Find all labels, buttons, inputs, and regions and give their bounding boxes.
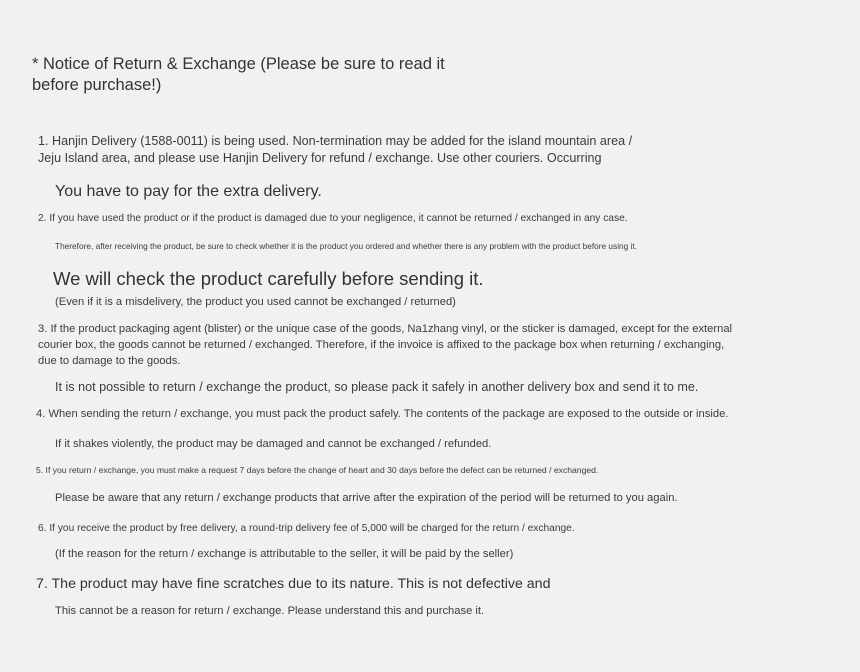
item-5-note: Please be aware that any return / exchange products that arrive after the expiration of the period will be returned to you again. [55,492,678,504]
item-1-line-2: Jeju Island area, and please use Hanjin Delivery for refund / exchange. Use other couriers. Occurring [38,151,602,165]
item-4-line-1: 4. When sending the return / exchange, you must pack the product safely. The contents of the package are exposed to the outside or inside. [36,408,729,420]
item-7-line-1: 7. The product may have fine scratches due to its nature. This is not defective and [36,576,551,592]
item-3-line-2: courier box, the goods cannot be returned / exchanged. Therefore, if the invoice is affixed to the package box when returning / exchanging, [38,339,725,351]
item-3-line-3: due to damage to the goods. [38,355,181,367]
item-2-line-1: 2. If you have used the product or if the product is damaged due to your negligence, it cannot be returned / exchanged in any case. [38,213,628,224]
check-product-subnote: (Even if it is a misdelivery, the product you used cannot be exchanged / returned) [55,296,456,308]
item-2-note: Therefore, after receiving the product, be sure to check whether it is the product you ordered and whether there is any problem with the product before using it. [55,241,638,251]
item-6-note: (If the reason for the return / exchange is attributable to the seller, it will be paid by the seller) [55,548,514,560]
item-3-line-1: 3. If the product packaging agent (blister) or the unique case of the goods, Na1zhang vinyl, or the sticker is damaged, except for the external [38,323,733,335]
item-6-line-1: 6. If you receive the product by free delivery, a round-trip delivery fee of 5,000 will be charged for the return / exchange. [38,523,575,534]
check-product-note: We will check the product carefully before sending it. [53,268,484,289]
item-1-note: You have to pay for the extra delivery. [55,183,322,200]
item-1-line-1: 1. Hanjin Delivery (1588-0011) is being used. Non-termination may be added for the island mountain area / [38,134,633,148]
item-5-line-1: 5. If you return / exchange, you must make a request 7 days before the change of heart and 30 days before the defect can be returned / exchanged. [36,465,599,475]
item-3-note: It is not possible to return / exchange the product, so please pack it safely in another delivery box and send it to me. [55,380,699,394]
notice-title-line-1: * Notice of Return & Exchange (Please be sure to read it [32,55,445,73]
item-7-note: This cannot be a reason for return / exchange. Please understand this and purchase it. [55,605,485,617]
item-4-note: If it shakes violently, the product may be damaged and cannot be exchanged / refunded. [55,438,492,450]
notice-title-line-2: before purchase!) [32,76,162,94]
